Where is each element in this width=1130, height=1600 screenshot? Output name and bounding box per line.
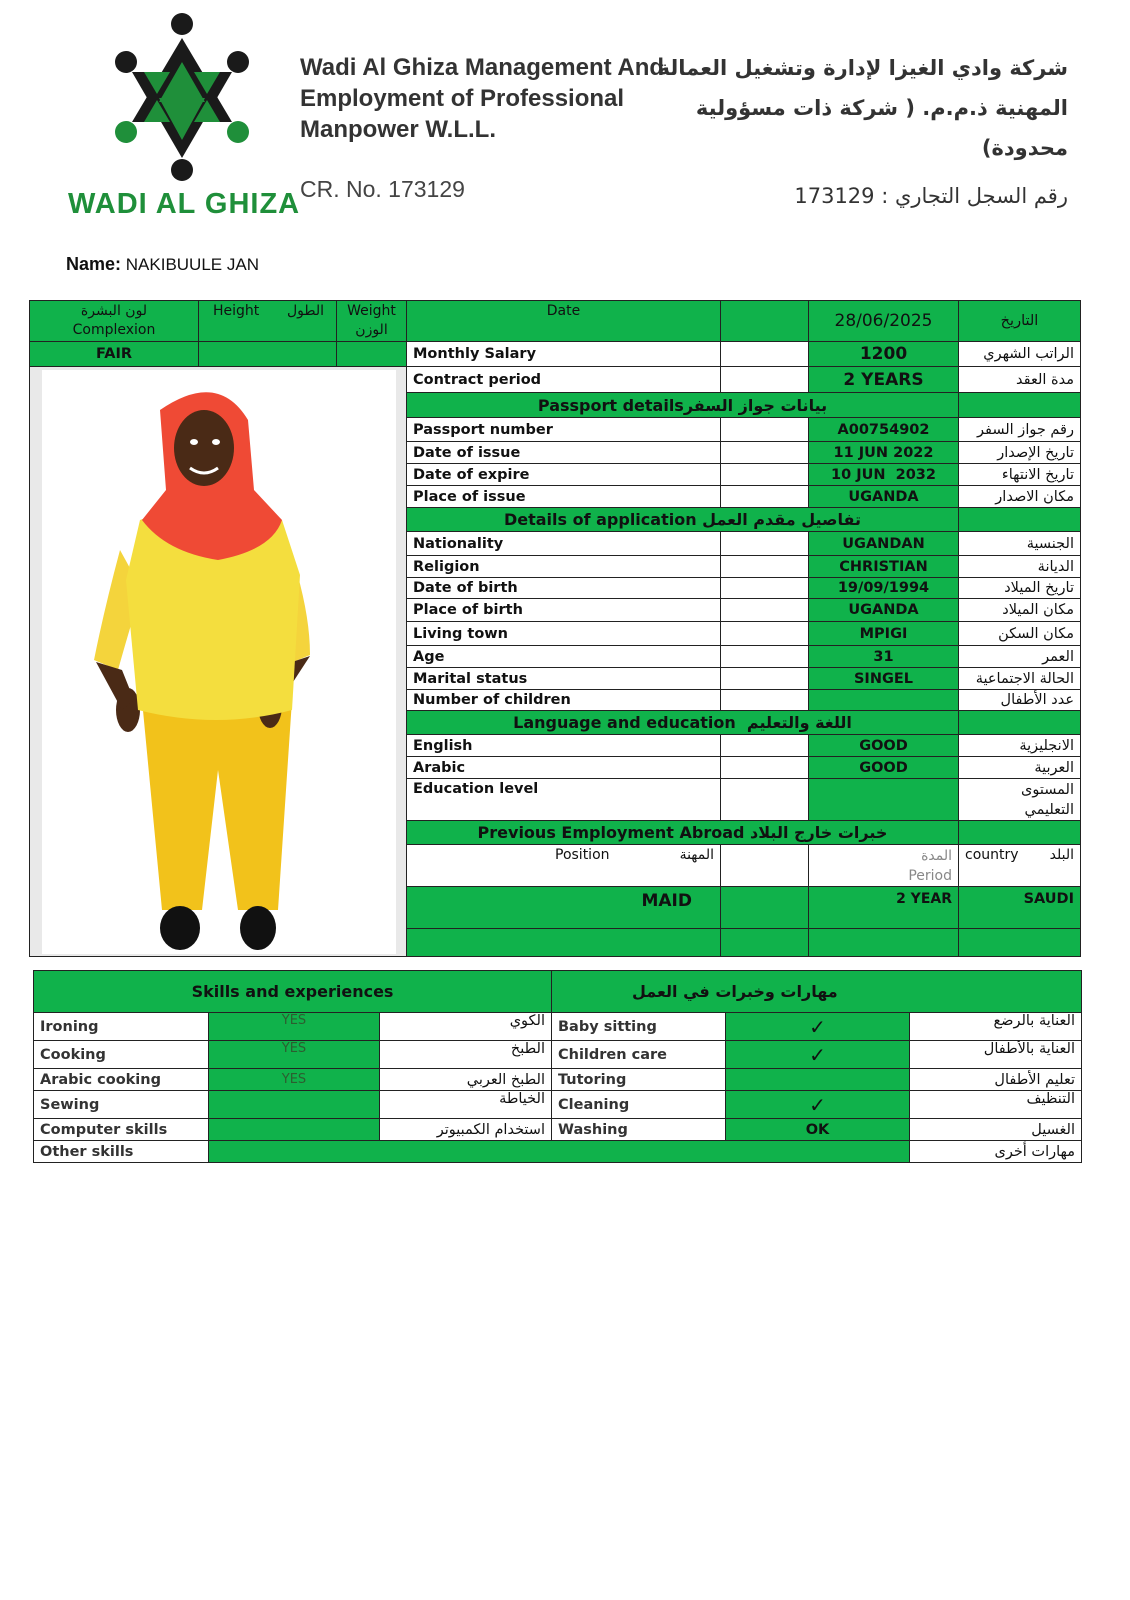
other-skills-ar: مهارات أخرى xyxy=(910,1141,1082,1163)
country-header xyxy=(959,845,1081,887)
skill-ar: العناية بالرضع xyxy=(910,1013,1082,1041)
passport-row-value: 11 JUN 2022 xyxy=(809,442,959,464)
date-label: Date xyxy=(407,301,721,342)
application-row-label: Place of birth xyxy=(407,599,721,622)
skill-ar: استخدام الكمبيوتر xyxy=(380,1119,552,1141)
period-ar: المدة xyxy=(921,847,952,864)
skill-label: Baby sitting xyxy=(552,1013,726,1041)
language-row-label: Arabic xyxy=(407,757,721,779)
application-row-ar: الجنسية xyxy=(959,532,1081,556)
skill-label: Computer skills xyxy=(34,1119,209,1141)
application-row-label: Religion xyxy=(407,556,721,578)
blank-cell xyxy=(721,599,809,622)
weight-ar: الوزن xyxy=(355,322,388,338)
passport-row-label: Date of issue xyxy=(407,442,721,464)
skill-ar: الطبخ xyxy=(380,1041,552,1069)
blank-cell xyxy=(721,622,809,646)
application-row-value: CHRISTIAN xyxy=(809,556,959,578)
passport-row-ar: مكان الاصدار xyxy=(959,486,1081,508)
application-row-ar: تاريخ الميلاد xyxy=(959,578,1081,599)
name-value: NAKIBUULE JAN xyxy=(125,255,259,274)
other-skills-value xyxy=(209,1141,910,1163)
blank-cell xyxy=(721,690,809,711)
application-row-value xyxy=(809,690,959,711)
blank-cell xyxy=(959,929,1081,957)
passport-row-value: 10 JUN 2032 xyxy=(809,464,959,486)
language-row-ar: العربية xyxy=(959,757,1081,779)
passport-row-ar: رقم جواز السفر xyxy=(959,418,1081,442)
skill-value xyxy=(209,1091,380,1119)
language-row-label: English xyxy=(407,735,721,757)
skill-ar: الطبخ العربي xyxy=(380,1069,552,1091)
skill-label: Ironing xyxy=(34,1013,209,1041)
education-value xyxy=(809,779,959,821)
complexion-ar: لون البشرة xyxy=(80,303,148,319)
cr-number-ar: رقم السجل التجاري : 173129 xyxy=(794,184,1068,208)
blank-cell xyxy=(721,486,809,508)
skill-value xyxy=(726,1069,910,1091)
blank-cell xyxy=(721,668,809,690)
salary-label: Monthly Salary xyxy=(407,342,721,367)
blank-cell xyxy=(721,532,809,556)
passport-row-ar: تاريخ الإصدار xyxy=(959,442,1081,464)
skill-label: Cooking xyxy=(34,1041,209,1069)
application-row-ar: الديانة xyxy=(959,556,1081,578)
country-en: country xyxy=(965,847,1019,863)
logo-emblem-icon xyxy=(62,10,302,190)
blank-cell xyxy=(721,887,809,929)
checkmark-icon: ✓ xyxy=(726,1041,910,1069)
country-value: SAUDI xyxy=(959,887,1081,929)
education-ar xyxy=(959,779,1081,821)
height-ar: الطول xyxy=(286,303,324,319)
passport-section-title: Passport detailsبيانات جواز السفر xyxy=(407,393,959,418)
cr-number-en: CR. No. 173129 xyxy=(300,176,465,202)
skill-label: Sewing xyxy=(34,1091,209,1119)
blank-cell xyxy=(721,735,809,757)
application-row-ar: عدد الأطفال xyxy=(959,690,1081,711)
passport-row-value: UGANDA xyxy=(809,486,959,508)
blank-cell xyxy=(721,342,809,367)
position-en: Position xyxy=(555,847,610,863)
company-name-ar-line: شركة وادي الغيزا لإدارة وتشغيل العمالة xyxy=(657,56,1068,80)
complexion-header xyxy=(30,301,199,342)
language-row-value: GOOD xyxy=(809,735,959,757)
blank-cell xyxy=(407,929,721,957)
skill-ar: الغسيل xyxy=(910,1119,1082,1141)
weight-value xyxy=(337,342,407,367)
skills-title-en: Skills and experiences xyxy=(34,971,552,1013)
application-row-value: UGANDAN xyxy=(809,532,959,556)
application-row-ar: مكان السكن xyxy=(959,622,1081,646)
application-row-label: Living town xyxy=(407,622,721,646)
skills-table xyxy=(33,970,1082,1163)
application-row-label: Nationality xyxy=(407,532,721,556)
blank-cell xyxy=(809,929,959,957)
application-row-ar: مكان الميلاد xyxy=(959,599,1081,622)
application-row-value: 19/09/1994 xyxy=(809,578,959,599)
employment-section-title: Previous Employment Abroad خبرات خارج البلاد xyxy=(407,821,959,845)
company-name-ar xyxy=(648,48,1068,168)
blank-cell xyxy=(721,757,809,779)
blank-cell xyxy=(721,556,809,578)
application-row-label: Number of children xyxy=(407,690,721,711)
company-name-line: Manpower W.L.L. xyxy=(300,116,496,143)
application-row-value: SINGEL xyxy=(809,668,959,690)
blank-cell xyxy=(721,442,809,464)
cv-main-table xyxy=(29,300,1081,957)
position-header xyxy=(407,845,721,887)
blank-cell xyxy=(959,711,1081,735)
skill-value: YES xyxy=(209,1069,380,1091)
skill-ar: الكوي xyxy=(380,1013,552,1041)
blank-cell xyxy=(721,301,809,342)
passport-row-label: Date of expire xyxy=(407,464,721,486)
person-photo-icon xyxy=(42,370,396,954)
candidate-name xyxy=(66,254,259,275)
company-logo xyxy=(62,10,302,225)
date-value: 28/06/2025 xyxy=(809,301,959,342)
blank-cell xyxy=(721,464,809,486)
blank-cell xyxy=(959,393,1081,418)
application-row-value: UGANDA xyxy=(809,599,959,622)
blank-cell xyxy=(721,367,809,393)
application-row-label: Date of birth xyxy=(407,578,721,599)
date-ar: التاريخ xyxy=(959,301,1081,342)
salary-value: 1200 xyxy=(809,342,959,367)
skill-label: Children care xyxy=(552,1041,726,1069)
contract-value: 2 YEARS xyxy=(809,367,959,393)
logo-text: WADI AL GHIZA xyxy=(68,188,301,220)
blank-cell xyxy=(721,646,809,668)
skill-value: YES xyxy=(209,1041,380,1069)
application-section-title: Details of application تفاصيل مقدم العمل xyxy=(407,508,959,532)
blank-cell xyxy=(721,929,809,957)
other-skills-label: Other skills xyxy=(34,1141,209,1163)
position-value: MAID xyxy=(407,887,721,929)
company-name-line: Employment of Professional xyxy=(300,85,625,112)
application-row-label: Age xyxy=(407,646,721,668)
name-label: Name: xyxy=(66,254,122,274)
application-row-value: 31 xyxy=(809,646,959,668)
education-label: Education level xyxy=(407,779,721,821)
skill-label: Tutoring xyxy=(552,1069,726,1091)
contract-ar: مدة العقد xyxy=(959,367,1081,393)
country-ar: البلد xyxy=(1049,847,1074,863)
skills-title-ar: مهارات وخبرات في العمل xyxy=(552,971,1082,1013)
position-ar: المهنة xyxy=(679,847,714,863)
application-row-label: Marital status xyxy=(407,668,721,690)
weight-header xyxy=(337,301,407,342)
skill-ar: التنظيف xyxy=(910,1091,1082,1119)
passport-row-value: A00754902 xyxy=(809,418,959,442)
skill-value: OK xyxy=(726,1119,910,1141)
education-ar-line: المستوى xyxy=(1021,781,1074,798)
skill-ar: العناية بالأطفال xyxy=(910,1041,1082,1069)
height-value xyxy=(199,342,337,367)
period-en: Period xyxy=(908,867,952,884)
language-section-title: Language and education اللغة والتعليم xyxy=(407,711,959,735)
salary-ar: الراتب الشهري xyxy=(959,342,1081,367)
checkmark-icon: ✓ xyxy=(726,1013,910,1041)
passport-row-label: Place of issue xyxy=(407,486,721,508)
period-header xyxy=(809,845,959,887)
skill-ar: الخياطة xyxy=(380,1091,552,1119)
candidate-photo xyxy=(42,370,396,954)
company-name-line: Wadi Al Ghiza Management And xyxy=(300,54,665,81)
language-row-ar: الانجليزية xyxy=(959,735,1081,757)
blank-cell xyxy=(959,821,1081,845)
application-row-value: MPIGI xyxy=(809,622,959,646)
company-name-ar-line: المهنية ذ.م.م. ( شركة ذات مسؤولية xyxy=(695,96,1068,120)
blank-cell xyxy=(721,418,809,442)
skill-value xyxy=(209,1119,380,1141)
skill-label: Washing xyxy=(552,1119,726,1141)
height-en: Height xyxy=(213,303,260,319)
skill-ar: تعليم الأطفال xyxy=(910,1069,1082,1091)
passport-row-label: Passport number xyxy=(407,418,721,442)
company-name-en xyxy=(300,52,664,145)
language-row-value: GOOD xyxy=(809,757,959,779)
photo-cell xyxy=(30,367,407,957)
period-value: 2 YEAR xyxy=(809,887,959,929)
complexion-value: FAIR xyxy=(30,342,199,367)
skill-label: Cleaning xyxy=(552,1091,726,1119)
skill-label: Arabic cooking xyxy=(34,1069,209,1091)
blank-cell xyxy=(721,779,809,821)
company-name-ar-line: محدودة) xyxy=(981,136,1068,160)
checkmark-icon: ✓ xyxy=(726,1091,910,1119)
weight-en: Weight xyxy=(347,303,396,319)
application-row-ar: العمر xyxy=(959,646,1081,668)
complexion-en: Complexion xyxy=(72,322,156,338)
application-row-ar: الحالة الاجتماعية xyxy=(959,668,1081,690)
blank-cell xyxy=(959,508,1081,532)
blank-cell xyxy=(721,845,809,887)
passport-row-ar: تاريخ الانتهاء xyxy=(959,464,1081,486)
education-ar-line: التعليمي xyxy=(1024,801,1074,818)
blank-cell xyxy=(721,578,809,599)
height-header xyxy=(199,301,337,342)
contract-label: Contract period xyxy=(407,367,721,393)
skill-value: YES xyxy=(209,1013,380,1041)
